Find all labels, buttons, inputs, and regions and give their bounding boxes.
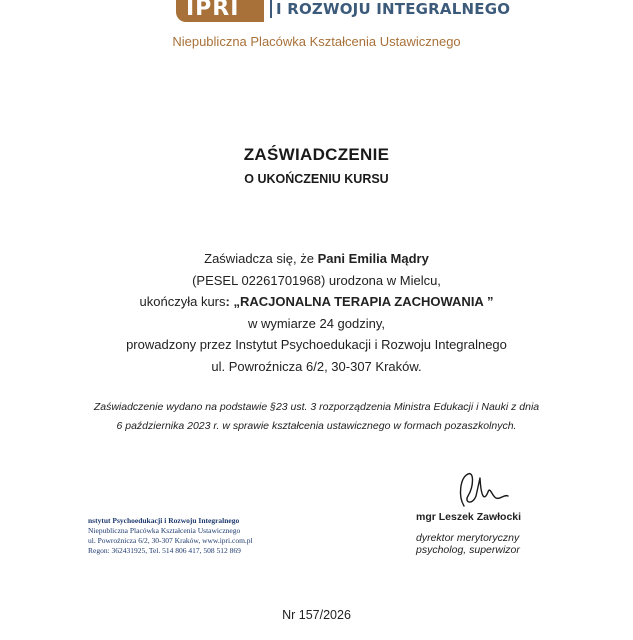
recipient-name: Pani Emilia Mądry: [317, 251, 429, 266]
attestation-line: [0, 248, 633, 270]
course-name: : „RACJONALNA TERAPIA ZACHOWANIA ”: [225, 294, 494, 309]
signer-role: [416, 532, 520, 556]
stamp-line4: Regon: 362431925, Tel. 514 806 417, 508 512 869: [88, 546, 241, 555]
signer-name: mgr Leszek Zawłocki: [416, 511, 522, 523]
legal-basis-line1: Zaświadczenie wydano na podstawie §23 ust. 3 rozporządzenia Ministra Edukacji i Nauki z dnia: [93, 401, 540, 413]
logo-divider: [270, 0, 272, 18]
logo-org-name: I ROZWOJU INTEGRALNEGO: [276, 0, 511, 18]
certificate-body: [0, 248, 633, 377]
stamp-line2: Niepubliczna Placówka Kształcenia Ustawicznego: [88, 526, 241, 535]
legal-basis: [60, 398, 573, 436]
course-prefix: ukończyła kurs: [139, 294, 226, 309]
course-duration: w wymiarze 24 godziny,: [247, 315, 386, 331]
document-number: Nr 157/2026: [282, 608, 351, 622]
pesel-birthplace-line: (PESEL 02261701968) urodzona w Mielcu,: [192, 272, 441, 288]
attestation-prefix: Zaświadcza się, że: [204, 251, 318, 266]
institute-logo: [176, 0, 511, 24]
organizer-address: ul. Powroźnicza 6/2, 30-307 Kraków.: [211, 358, 422, 374]
signer-role-line2: psycholog, superwizor: [416, 544, 520, 556]
legal-basis-line2: 6 października 2023 r. w sprawie kształcenia ustawicznego w formach pozaszkolnych.: [116, 420, 517, 432]
logo-mark-text: IPRI: [186, 0, 240, 21]
certificate-title: ZAŚWIADCZENIE: [243, 145, 390, 164]
signer-role-line1: dyrektor merytoryczny: [416, 532, 520, 544]
handwritten-signature: [450, 466, 510, 516]
logo-mark: [176, 0, 264, 22]
organizer-line: prowadzony przez Instytut Psychoedukacji i Rozwoju Integralnego: [126, 337, 507, 352]
stamp-line1: nstytut Psychoedukacji i Rozwoju Integralnego: [88, 516, 240, 525]
institution-stamp: [88, 516, 253, 556]
certificate-subtitle: O UKOŃCZENIU KURSU: [244, 172, 389, 186]
stamp-line3: ul. Powroźnicza 6/2, 30-307 Kraków, www.ipri.com.pl: [88, 536, 253, 545]
institute-tagline: Niepubliczna Placówka Kształcenia Ustawicznego: [172, 34, 461, 49]
course-line: [0, 291, 633, 313]
